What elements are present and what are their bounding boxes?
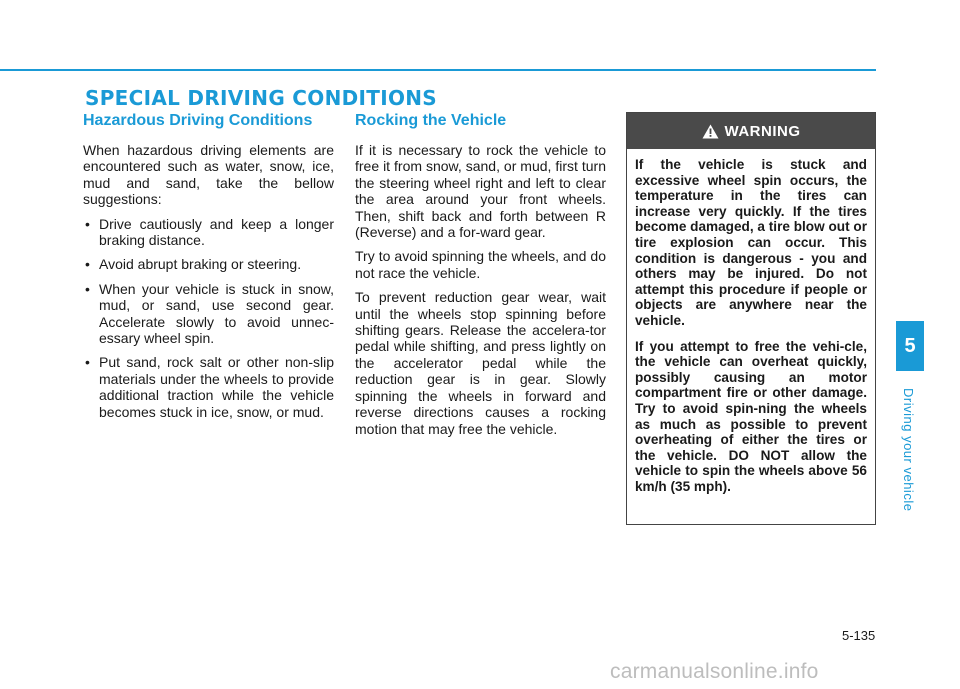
hazardous-list bbox=[83, 216, 334, 420]
rocking-section bbox=[355, 110, 606, 445]
list-item: • Put sand, rock salt or other non-slip materials under the wheels to provide additional traction while the vehicle becomes stuck in ice, snow, or mud. bbox=[83, 354, 334, 420]
hazardous-heading: Hazardous Driving Conditions bbox=[83, 112, 313, 129]
chapter-label: Driving your vehicle bbox=[901, 388, 916, 512]
warning-triangle-icon bbox=[702, 124, 719, 139]
warning-box bbox=[626, 112, 876, 525]
rocking-paragraph: To prevent reduction gear wear, wait until the wheels stop spinning before shifting gears. Release the accelera-tor pedal while shifting, and press lightly on the accelerator pedal while the reduction gear is in gear. Slowly spinning the wheels in forward and reverse directions causes a rocking motion that may free the vehicle. bbox=[355, 289, 606, 437]
warning-paragraph: If you attempt to free the vehi-cle, the vehicle can overheat quickly, possibly causing an motor compartment fire or other damage. Try to avoid spin-ning the wheels as much as possible to prevent overheating of either the tires or the vehicle. DO NOT allow the vehicle to spin the wheels above 56 km/h (35 mph). bbox=[635, 338, 867, 494]
rocking-paragraph: If it is necessary to rock the vehicle to free it from snow, sand, or mud, first turn the steering wheel right and left to clear the area around your front wheels. Then, shift back and forth between R (Reverse) and a for-ward gear. bbox=[355, 142, 606, 241]
top-rule bbox=[0, 69, 876, 71]
warning-paragraph: If the vehicle is stuck and excessive wheel spin occurs, the temperature in the tires can increase very quickly. If the tires become damaged, a tire blow out or tire explosion can occur. This condition is dangerous - you and others may be injured. Do not attempt this procedure if people or objects are anywhere near the vehicle. bbox=[635, 157, 867, 328]
section-title: SPECIAL DRIVING CONDITIONS bbox=[85, 86, 437, 110]
chapter-tab: 5 bbox=[896, 321, 924, 371]
hazardous-intro: When hazardous driving elements are encountered such as water, snow, ice, mud and sand, take the bellow suggestions: bbox=[83, 142, 334, 208]
page-number: 5-135 bbox=[842, 628, 876, 643]
list-item: • Avoid abrupt braking or steering. bbox=[83, 256, 334, 272]
watermark: carmanualsonline.info bbox=[610, 660, 819, 683]
warning-header bbox=[627, 113, 875, 149]
list-item: • When your vehicle is stuck in snow, mud, or sand, use second gear. Accelerate slowly to avoid unnec-essary wheel spin. bbox=[83, 281, 334, 347]
rocking-heading: Rocking the Vehicle bbox=[355, 112, 507, 129]
hazardous-section bbox=[83, 110, 334, 428]
warning-body bbox=[627, 149, 875, 494]
warning-label: WARNING bbox=[724, 122, 801, 140]
list-item: • Drive cautiously and keep a longer braking distance. bbox=[83, 216, 334, 249]
rocking-paragraph: Try to avoid spinning the wheels, and do not race the vehicle. bbox=[355, 248, 606, 281]
